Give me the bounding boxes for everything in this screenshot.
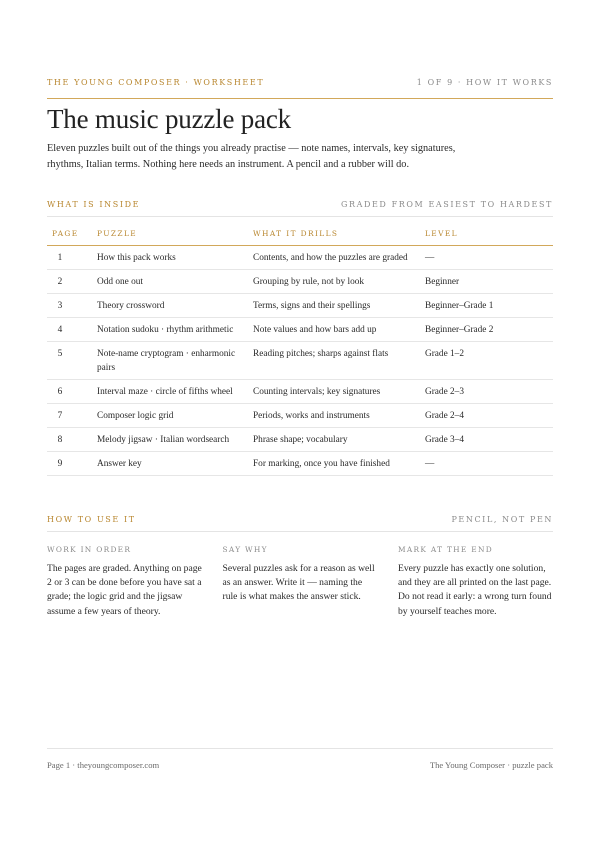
cell-drills: For marking, once you have finished: [253, 451, 425, 475]
cell-puzzle: Odd one out: [97, 269, 253, 293]
cell-drills: Phrase shape; vocabulary: [253, 427, 425, 451]
cell-page: 8: [47, 427, 97, 451]
footer-divider: [47, 748, 553, 749]
cell-puzzle: Theory crossword: [97, 293, 253, 317]
table-row: [47, 451, 553, 475]
header-divider: [47, 98, 553, 99]
cell-level: Beginner–Grade 2: [425, 317, 553, 341]
cell-drills: Counting intervals; key signatures: [253, 379, 425, 403]
cell-puzzle: Melody jigsaw · Italian wordsearch: [97, 427, 253, 451]
cell-puzzle: Composer logic grid: [97, 403, 253, 427]
footer-left: Page 1 · theyoungcomposer.com: [47, 760, 160, 770]
cell-level: —: [425, 245, 553, 269]
table-row: [47, 245, 553, 269]
header-page-indicator: 1 OF 9 · HOW IT WORKS: [416, 77, 553, 87]
header-publication: THE YOUNG COMPOSER · WORKSHEET: [47, 77, 265, 87]
cell-drills: Periods, works and instruments: [253, 403, 425, 427]
column-header-level: LEVEL: [425, 223, 553, 245]
table-row: [47, 341, 553, 379]
cell-level: Grade 3–4: [425, 427, 553, 451]
howto-column-mark: [398, 545, 553, 619]
table-row: [47, 269, 553, 293]
cell-page: 5: [47, 341, 97, 379]
howto-column-text: Every puzzle has exactly one solution, and they are all printed on the last page. Do not read it early: a wrong turn found by yourself teaches more.: [398, 563, 552, 617]
table-row: [47, 403, 553, 427]
page-title: The music puzzle pack: [47, 104, 291, 134]
column-header-page: PAGE: [47, 223, 97, 245]
section-divider-howto: [47, 531, 553, 532]
column-header-puzzle: PUZZLE: [97, 223, 253, 245]
cell-drills: Terms, signs and their spellings: [253, 293, 425, 317]
cell-page: 7: [47, 403, 97, 427]
howto-column-order: [47, 545, 202, 619]
section-note-howto: PENCIL, NOT PEN: [451, 514, 553, 524]
cell-page: 3: [47, 293, 97, 317]
section-title-inside: WHAT IS INSIDE: [47, 199, 141, 209]
cell-drills: Contents, and how the puzzles are graded: [253, 245, 425, 269]
cell-puzzle: Answer key: [97, 451, 253, 475]
contents-table: [47, 223, 553, 476]
howto-column-label: SAY WHY: [222, 545, 268, 554]
table-header-row: [47, 223, 553, 245]
footer-right: The Young Composer · puzzle pack: [429, 760, 553, 770]
cell-page: 2: [47, 269, 97, 293]
cell-puzzle: Note-name cryptogram · enharmonic pairs: [97, 341, 253, 379]
cell-puzzle: How this pack works: [97, 245, 253, 269]
howto-column-text: Several puzzles ask for a reason as well as an answer. Write it — naming the rule is what makes the answer stick.: [222, 563, 375, 603]
section-title-howto: HOW TO USE IT: [47, 514, 136, 524]
section-head-inside: [47, 198, 553, 210]
table-row: [47, 427, 553, 451]
cell-level: Grade 2–4: [425, 403, 553, 427]
howto-column-why: [223, 545, 378, 619]
cell-drills: Reading pitches; sharps against flats: [253, 341, 425, 379]
cell-drills: Note values and how bars add up: [253, 317, 425, 341]
cell-page: 9: [47, 451, 97, 475]
intro-paragraph: Eleven puzzles built out of the things you already practise — note names, intervals, key signatures, rhythms, Italian terms. Nothing here needs an instrument. A pencil and a rubber will do.: [47, 143, 456, 170]
section-note-inside: GRADED FROM EASIEST TO HARDEST: [340, 199, 553, 209]
howto-column-label: WORK IN ORDER: [47, 545, 132, 554]
cell-drills: Grouping by rule, not by look: [253, 269, 425, 293]
running-footer: [47, 760, 553, 770]
cell-level: Grade 2–3: [425, 379, 553, 403]
howto-column-text: The pages are graded. Anything on page 2 or 3 can be done before you have sat a grade; the logic grid and the jigsaw assume a few years of theory.: [47, 563, 202, 617]
table-row: [47, 293, 553, 317]
cell-level: Beginner: [425, 269, 553, 293]
table-row: [47, 317, 553, 341]
cell-level: —: [425, 451, 553, 475]
howto-column-label: MARK AT THE END: [398, 545, 493, 554]
cell-page: 6: [47, 379, 97, 403]
worksheet-page: [47, 0, 553, 849]
table-row: [47, 379, 553, 403]
section-head-howto: [47, 513, 553, 525]
cell-page: 1: [47, 245, 97, 269]
running-header: [47, 76, 553, 88]
cell-page: 4: [47, 317, 97, 341]
howto-columns: [47, 545, 553, 619]
cell-puzzle: Notation sudoku · rhythm arithmetic: [97, 317, 253, 341]
section-divider-inside: [47, 216, 553, 217]
cell-level: Beginner–Grade 1: [425, 293, 553, 317]
cell-puzzle: Interval maze · circle of fifths wheel: [97, 379, 253, 403]
cell-level: Grade 1–2: [425, 341, 553, 379]
column-header-drills: WHAT IT DRILLS: [253, 223, 425, 245]
